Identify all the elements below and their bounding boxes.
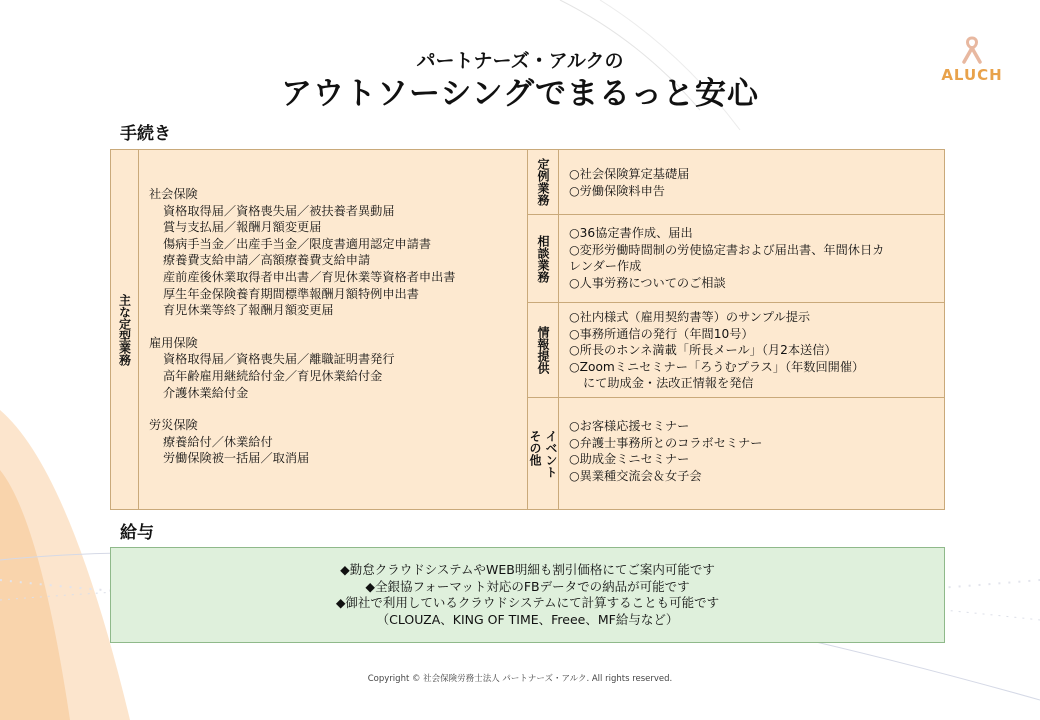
row-label-cell xyxy=(528,398,559,509)
company-logo xyxy=(932,34,1012,84)
row-label xyxy=(528,430,558,478)
list-item: 産前産後休業取得者申出書／育児休業等資格者申出書 xyxy=(163,269,456,284)
list-item: レンダー作成 xyxy=(569,259,642,274)
row-items xyxy=(559,150,944,214)
row-soudan xyxy=(528,215,944,303)
logo-text: ALUCH xyxy=(941,66,1003,84)
row-label: 定例業務 xyxy=(536,158,550,206)
main-category-label: 主な定型業務 xyxy=(117,293,132,366)
payroll-line: （CLOUZA、KING OF TIME、Freee、MF給与など） xyxy=(376,611,679,627)
copyright-text: Copyright © 社会保険労務士法人 パートナーズ・アルク. All rights reserved. xyxy=(367,674,673,684)
row-items xyxy=(559,215,944,302)
section-label-tetsuzuki: 手続き xyxy=(120,124,171,144)
list-item: 資格取得届／資格喪失届／被扶養者異動届 xyxy=(163,203,395,218)
list-item: 育児休業等終了報酬月額変更届 xyxy=(163,303,334,318)
group-shakai-hoken xyxy=(149,186,527,319)
group-title: 雇用保険 xyxy=(149,335,198,350)
services-column xyxy=(528,150,944,509)
page-subtitle: パートナーズ・アルクの xyxy=(416,50,624,72)
list-item: ○異業種交流会＆女子会 xyxy=(569,468,702,483)
list-item: ○人事労務についてのご相談 xyxy=(569,275,726,290)
insurance-procedures-list xyxy=(139,150,528,509)
list-item: ○弁護士事務所とのコラボセミナー xyxy=(569,435,763,450)
row-jouhou xyxy=(528,303,944,398)
list-item: 高年齢雇用継続給付金／育児休業給付金 xyxy=(163,368,383,383)
row-label-cell xyxy=(528,215,559,302)
procedures-table xyxy=(110,149,945,510)
row-items xyxy=(559,303,944,397)
list-item: ○社会保険算定基礎届 xyxy=(569,167,690,181)
list-item: にて助成金・法改正情報を発信 xyxy=(583,376,754,391)
main-category-cell xyxy=(111,150,139,509)
row-event-other xyxy=(528,398,944,509)
list-item: ○所長のホンネ満載「所長メール」（月2本送信） xyxy=(569,343,837,358)
list-item: ○Zoomミニセミナー「ろうむプラス」（年数回開催） xyxy=(569,359,865,374)
group-koyou-hoken xyxy=(149,335,527,401)
list-item: ○変形労働時間制の労使協定書および届出書、年間休日カ xyxy=(569,242,885,257)
payroll-line: ◆勤怠クラウドシステムやWEB明細も割引価格にてご案内可能です xyxy=(340,562,715,577)
row-teirei xyxy=(528,150,944,215)
row-label-cell xyxy=(528,150,559,214)
list-item: ○労働保険料申告 xyxy=(569,183,665,198)
list-item: ○社内様式（雇用契約書等）のサンプル提示 xyxy=(569,310,811,324)
list-item: 療養給付／休業給付 xyxy=(163,434,273,449)
row-label-event: イベント xyxy=(544,429,558,478)
row-items xyxy=(559,398,944,509)
list-item: ○事務所通信の発行（年間10号） xyxy=(569,326,754,341)
list-item: ○お客様応援セミナー xyxy=(569,419,690,433)
list-item: 厚生年金保険養育期間標準報酬月額特例申出書 xyxy=(163,286,419,301)
list-item: ○助成金ミニセミナー xyxy=(569,452,690,467)
ribbon-icon xyxy=(956,34,988,64)
list-item: 傷病手当金／出産手当金／限度書適用認定申請書 xyxy=(163,236,432,251)
group-rousai-hoken xyxy=(149,417,527,467)
list-item: ○36協定書作成、届出 xyxy=(569,226,693,240)
page-title: アウトソーシングでまるっと安心 xyxy=(281,76,759,112)
list-item: 労働保険被一括届／取消届 xyxy=(163,451,310,466)
group-title: 労災保険 xyxy=(149,418,198,433)
list-item: 賞与支払届／報酬月額変更届 xyxy=(163,220,322,235)
section-label-kyuyo: 給与 xyxy=(120,523,154,543)
row-label-cell xyxy=(528,303,559,397)
row-label-other: その他 xyxy=(528,429,542,466)
payroll-info-box xyxy=(110,547,945,643)
row-label: 情報提供 xyxy=(536,326,550,374)
group-title: 社会保険 xyxy=(149,187,198,201)
payroll-line: ◆全銀協フォーマット対応のFBデータでの納品が可能です xyxy=(365,578,690,594)
payroll-line: ◆御社で利用しているクラウドシステムにて計算することも可能です xyxy=(335,595,720,610)
list-item: 療養費支給申請／高額療養費支給申請 xyxy=(163,253,371,268)
list-item: 資格取得届／資格喪失届／離職証明書発行 xyxy=(163,352,395,367)
row-label: 相談業務 xyxy=(536,234,550,283)
list-item: 介護休業給付金 xyxy=(163,385,249,400)
